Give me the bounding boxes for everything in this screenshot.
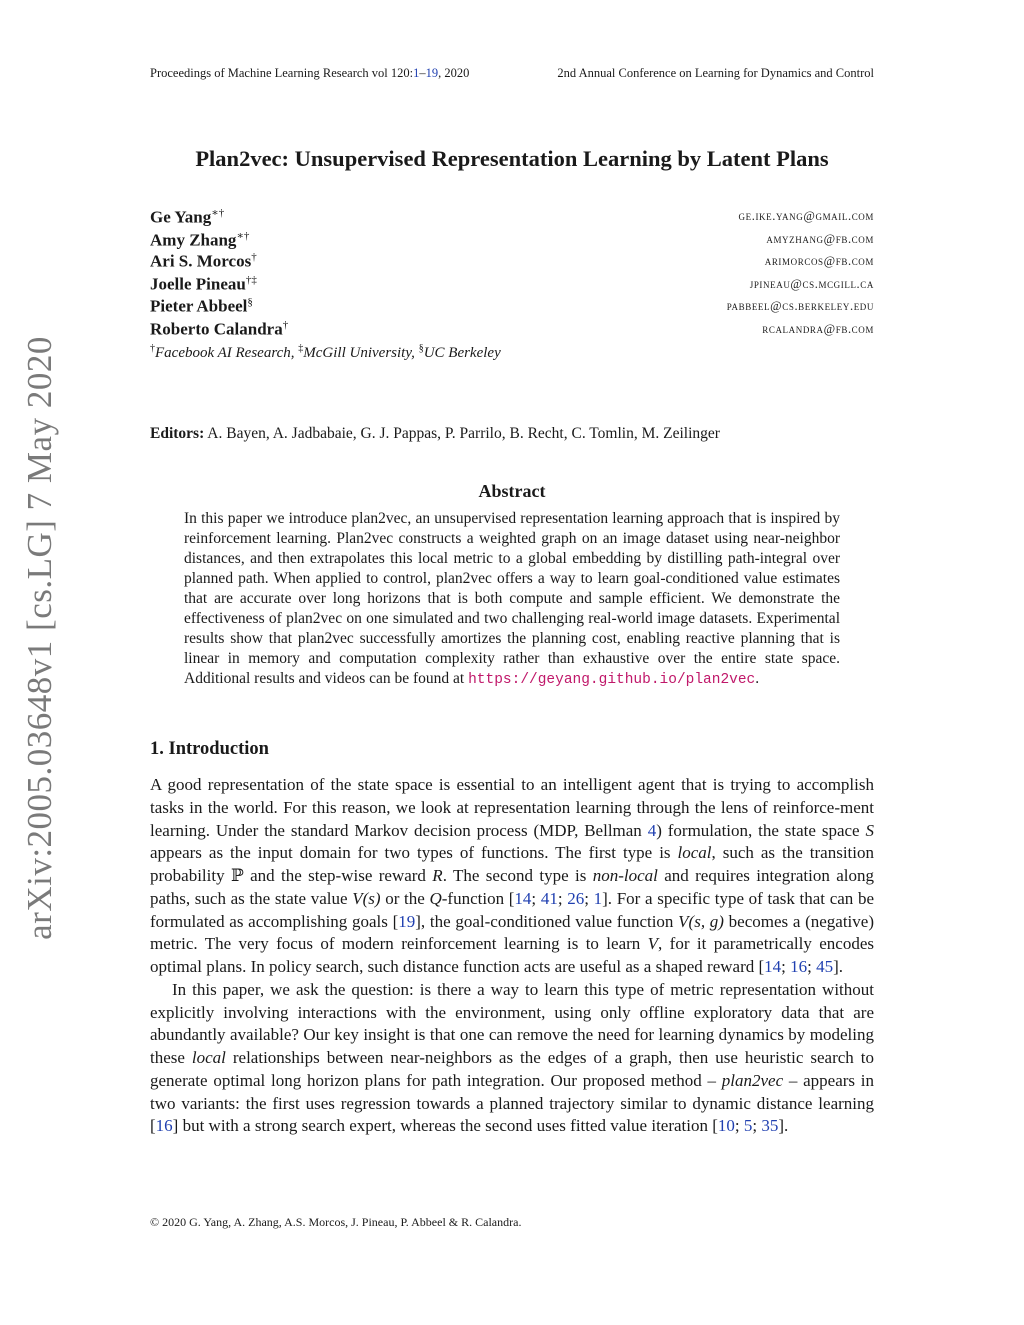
author-name: Pieter Abbeel§ <box>150 296 253 316</box>
citation-link[interactable]: 14 <box>514 888 532 908</box>
author-row <box>150 251 874 274</box>
editors-names: A. Bayen, A. Jadbabaie, G. J. Pappas, P. Parrilo, B. Recht, C. Tomlin, M. Zeilinger <box>207 425 720 442</box>
arxiv-id: arXiv:2005.03648v1 [cs.LG] 7 May 2020 <box>20 336 59 940</box>
paragraph: A good representation of the state space is essential to an intelligent agent that is trying to accomplish tasks in the world. For this reason, we look at representation learning through the lens of reinforce-ment learning. Under the standard Markov decision process (MDP, Bellman 4) formulation, the state space S appears as the input domain for two types of functions. The first type is local, such as the transition probability ℙ and the step-wise reward R. The second type is non-local and requires integration along paths, such as the state value V(s) or the Q-function [14; 41; 26; 1]. For a specific type of task that can be formulated as accomplishing goals [19], the goal-conditioned value function V(s, g) becomes a (negative) metric. The very focus of modern reinforcement learning is to learn V, for it parametrically encodes optimal plans. In policy search, such distance function acts are useful as a shaped reward [14; 16; 45]. <box>150 775 875 976</box>
math-symbol: Q <box>429 888 442 908</box>
citation-link[interactable]: 4 <box>647 820 657 840</box>
emphasis: local <box>677 843 712 863</box>
author-row <box>150 296 874 319</box>
citation-link[interactable]: 10 <box>717 1116 735 1136</box>
citation-link[interactable]: 45 <box>816 957 834 976</box>
abstract-body: In this paper we introduce plan2vec, an unsupervised representation learning approach that is inspired by reinforcement learning. Plan2vec constructs a weighted graph on an image dataset using near-neighbor distances, and then extrapolates this local metric to a global embedding by distilling path-integral over planned path. When applied to control, plan2vec offers a way to learn goal-conditioned value estimates that are accurate over long horizons that is both compute and sample efficient. We demonstrate the effectiveness of plan2vec on one simulated and two challenging real-world image datasets. Experimental results show that plan2vec successfully amortizes the planning cost, enabling reactive planning that is linear in memory and computation complexity rather than exhaustive over the entire state space. Additional results and videos can be found at https://geyang.github.io/plan2vec. <box>184 510 840 688</box>
paper-title: Plan2vec: Unsupervised Representation Learning by Latent Plans <box>195 146 829 171</box>
editors-line <box>150 425 720 443</box>
conference-name: 2nd Annual Conference on Learning for Dynamics and Control <box>557 66 874 80</box>
affiliations: †Facebook AI Research, ‡McGill University, §UC Berkeley <box>150 343 501 361</box>
proceedings-info: Proceedings of Machine Learning Research vol 120:1–19, 2020 <box>150 66 470 80</box>
math-symbol: S <box>865 820 874 840</box>
citation-link[interactable]: 16 <box>155 1116 173 1136</box>
citation-link[interactable]: 19 <box>398 911 416 931</box>
abstract-heading: Abstract <box>478 481 546 501</box>
introduction-body <box>150 774 874 1138</box>
citation-link[interactable]: 16 <box>790 957 808 976</box>
math-symbol: V <box>647 934 659 954</box>
author-row <box>150 319 874 342</box>
author-email[interactable]: arimorcos@fb.com <box>764 254 874 268</box>
author-row <box>150 206 874 229</box>
author-name: Amy Zhang∗† <box>150 229 250 250</box>
author-email[interactable]: ge.ike.yang@gmail.com <box>738 209 874 223</box>
math-symbol: ℙ <box>230 866 244 885</box>
project-url-link[interactable]: https://geyang.github.io/plan2vec <box>468 672 756 688</box>
page-range-start-link[interactable]: 1 <box>413 66 420 80</box>
emphasis: plan2vec <box>721 1070 784 1090</box>
citation-link[interactable]: 14 <box>764 957 782 976</box>
math-symbol: R <box>432 866 443 885</box>
author-name: Joelle Pineau†‡ <box>150 273 257 294</box>
emphasis: local <box>191 1048 226 1067</box>
citation-link[interactable]: 1 <box>593 888 603 908</box>
author-name: Roberto Calandra† <box>150 318 289 339</box>
author-email[interactable]: jpineau@cs.mcgill.ca <box>749 276 874 291</box>
author-name: Ari S. Morcos† <box>150 251 257 271</box>
citation-link[interactable]: 5 <box>743 1116 753 1136</box>
author-row <box>150 274 874 297</box>
math-symbol: V(s) <box>352 888 381 908</box>
author-email[interactable]: pabbeel@cs.berkeley.edu <box>726 299 874 313</box>
emphasis: non-local <box>592 866 658 885</box>
author-list <box>150 206 874 341</box>
author-email[interactable]: rcalandra@fb.com <box>762 321 874 336</box>
section-heading-introduction: 1. Introduction <box>150 739 269 759</box>
math-symbol: V(s, g) <box>678 911 724 931</box>
author-email[interactable]: amyzhang@fb.com <box>766 231 874 246</box>
copyright-footer: © 2020 G. Yang, A. Zhang, A.S. Morcos, J. Pineau, P. Abbeel & R. Calandra. <box>150 1215 522 1229</box>
author-name: Ge Yang∗† <box>150 207 225 227</box>
citation-link[interactable]: 35 <box>761 1116 779 1136</box>
running-header <box>150 66 874 86</box>
paragraph: In this paper, we ask the question: is there a way to learn this type of metric representation without explicitly involving interactions with the environment, using only offline exploratory data that are abundantly available? Our key insight is that one can remove the need for learning dynamics by modeling these local relationships between near-neighbors as the edges of a graph, then use heuristic search to generate optimal long horizon plans for path integration. Our proposed method – plan2vec – appears in two variants: the first uses regression towards a planned trajectory similar to dynamic distance learning [16] but with a strong search expert, whereas the second uses fitted value iteration [10; 5; 35]. <box>150 979 875 1136</box>
citation-link[interactable]: 26 <box>567 888 585 908</box>
editors-label: Editors: <box>150 425 205 442</box>
author-row <box>150 229 874 252</box>
citation-link[interactable]: 41 <box>540 888 558 908</box>
page-range-end-link[interactable]: 19 <box>425 66 439 80</box>
